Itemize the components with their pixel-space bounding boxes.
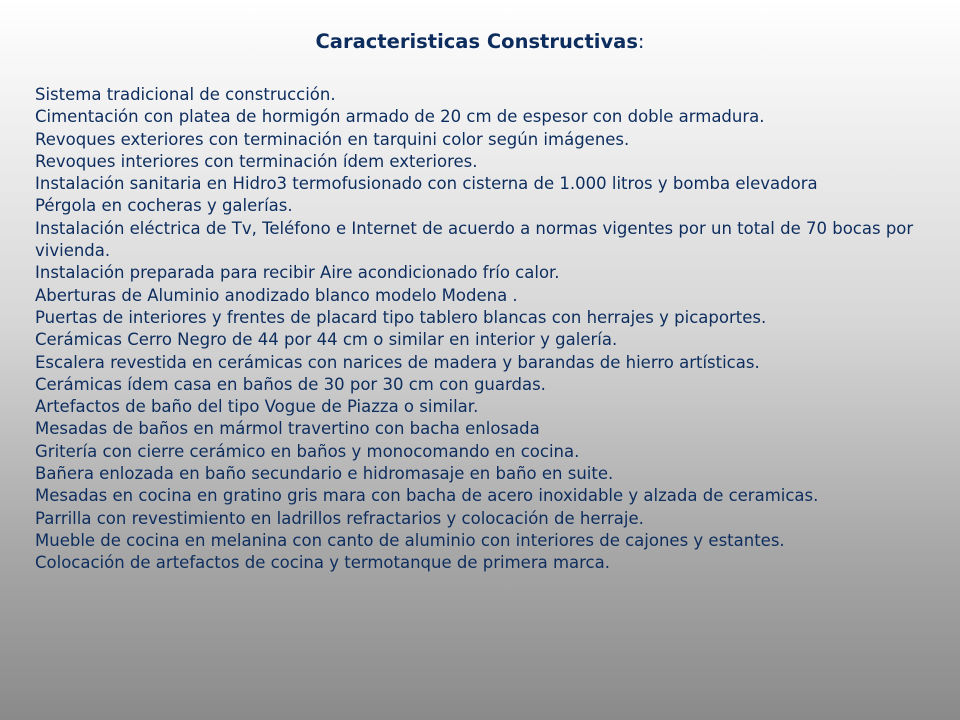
- list-item: Puertas de interiores y frentes de placard tipo tablero blancas con herrajes y picaportes.: [35, 307, 767, 327]
- list-item: Aberturas de Aluminio anodizado blanco modelo Modena .: [35, 285, 518, 305]
- list-item: Mueble de cocina en melanina con canto de aluminio con interiores de cajones y estantes.: [35, 530, 785, 550]
- list-item: Escalera revestida en cerámicas con narices de madera y barandas de hierro artísticas.: [35, 352, 760, 372]
- list-item: Instalación eléctrica de Tv, Teléfono e Internet de acuerdo a normas vigentes por un total de 70 bocas por vivienda.: [35, 218, 914, 261]
- list-item: Colocación de artefactos de cocina y termotanque de primera marca.: [35, 553, 610, 573]
- list-item: Revoques interiores con terminación ídem exteriores.: [35, 151, 478, 171]
- list-item: Cerámicas Cerro Negro de 44 por 44 cm o similar en interior y galería.: [35, 330, 618, 350]
- list-item: Pérgola en cocheras y galerías.: [35, 196, 293, 216]
- list-item: Instalación preparada para recibir Aire acondicionado frío calor.: [35, 263, 560, 283]
- list-item: Instalación sanitaria en Hidro3 termofusionado con cisterna de 1.000 litros y bomba elevadora: [35, 174, 818, 194]
- list-item: Sistema tradicional de construcción.: [35, 85, 336, 104]
- title-colon: :: [637, 30, 645, 53]
- list-item: Cimentación con platea de hormigón armado de 20 cm de espesor con doble armadura.: [35, 107, 765, 127]
- list-item: Artefactos de baño del tipo Vogue de Piazza o similar.: [35, 397, 479, 417]
- list-item: Cerámicas ídem casa en baños de 30 por 30 cm con guardas.: [35, 374, 546, 394]
- list-item: Mesadas en cocina en gratino gris mara con bacha de acero inoxidable y alzada de ceramicas.: [35, 486, 819, 506]
- list-item: Mesadas de baños en mármol travertino con bacha enlosada: [35, 419, 540, 439]
- list-item: Bañera enlozada en baño secundario e hidromasaje en baño en suite.: [35, 464, 614, 484]
- list-item: Parrilla con revestimiento en ladrillos refractarios y colocación de herraje.: [35, 508, 644, 528]
- features-list: [35, 84, 935, 575]
- list-item: Gritería con cierre cerámico en baños y monocomando en cocina.: [35, 441, 580, 461]
- list-item: Revoques exteriores con terminación en tarquini color según imágenes.: [35, 129, 630, 149]
- slide-title: [0, 30, 960, 53]
- title-text: Caracteristicas Constructivas: [315, 30, 638, 53]
